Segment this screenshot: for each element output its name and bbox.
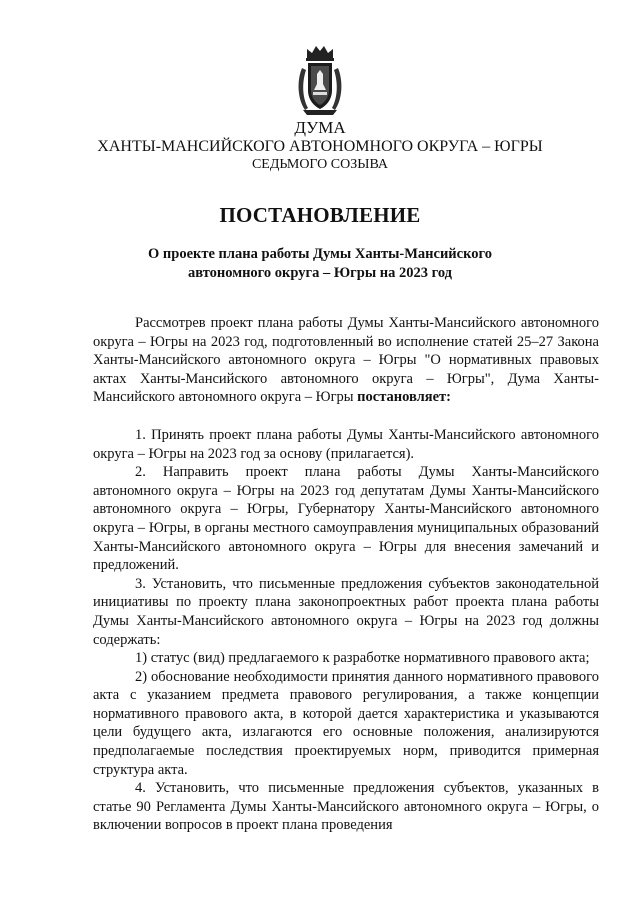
document-type-title: ПОСТАНОВЛЕНИЕ [219, 203, 421, 227]
document-body [93, 314, 599, 835]
district-name: ХАНТЫ-МАНСИЙСКОГО АВТОНОМНОГО ОКРУГА – ЮГРЫ [97, 138, 543, 155]
preamble-verb: постановляет: [357, 389, 451, 406]
item-paragraph: 4. Установить, что письменные предложения субъектов, указанных в статье 90 Регламента Думы Ханты-Мансийского автономного округа – Югры, о включении вопросов в проект плана проведения [93, 780, 599, 834]
convocation: СЕДЬМОГО СОЗЫВА [251, 157, 389, 172]
org-name: ДУМА [294, 118, 346, 137]
subject-line-2: автономного округа – Югры на 2023 год [187, 265, 453, 281]
subitem-paragraph: 2) обоснование необходимости принятия данного нормативного правового акта с указанием предмета правового регулирования, а также концепции нормативного правового акта, в которой дается характеристика и указываются цели будущего акта, излагаются его основные положения, анализируются предполагаемые последствия проектируемых норм, приводится примерная структура акта. [93, 668, 599, 778]
document-subject [0, 245, 640, 283]
coat-of-arms-emblem [293, 44, 347, 118]
item-paragraph: 3. Установить, что письменные предложения субъектов законодательной инициативы по проекту плана законопроектных работ проекта плана работы Думы Ханты-Мансийского автономного округа – Югры на 2023 год должны содержать: [93, 575, 599, 648]
preamble-paragraph [93, 314, 599, 407]
item-paragraph: 1. Принять проект плана работы Думы Ханты-Мансийского автономного округа – Югры на 2023 год за основу (прилагается). [93, 426, 599, 462]
subitem-paragraph: 1) статус (вид) предлагаемого к разработке нормативного правового акта; [135, 650, 590, 667]
subject-line-1: О проекте плана работы Думы Ханты-Мансийского [148, 246, 492, 262]
item-paragraph: 2. Направить проект плана работы Думы Ханты-Мансийского автономного округа – Югры на 2023 год депутатам Думы Ханты-Мансийского автономного округа – Югры, Губернатору Ханты-Мансийского автономного округа – Югры, в органы местного самоуправления муниципальных образований Ханты-Мансийского автономного округа – Югры для внесения замечаний и предложений. [93, 464, 599, 574]
preamble-text: Рассмотрев проект плана работы Думы Ханты-Мансийского автономного округа – Югры на 2023 год, подготовленный во исполнение статей 25–27 Закона Ханты-Мансийского автономного округа – Югры "О нормативных правовых актах Ханты-Мансийского автономного округа – Югры", Дума Ханты-Мансийского автономного округа – Югры [93, 315, 599, 406]
